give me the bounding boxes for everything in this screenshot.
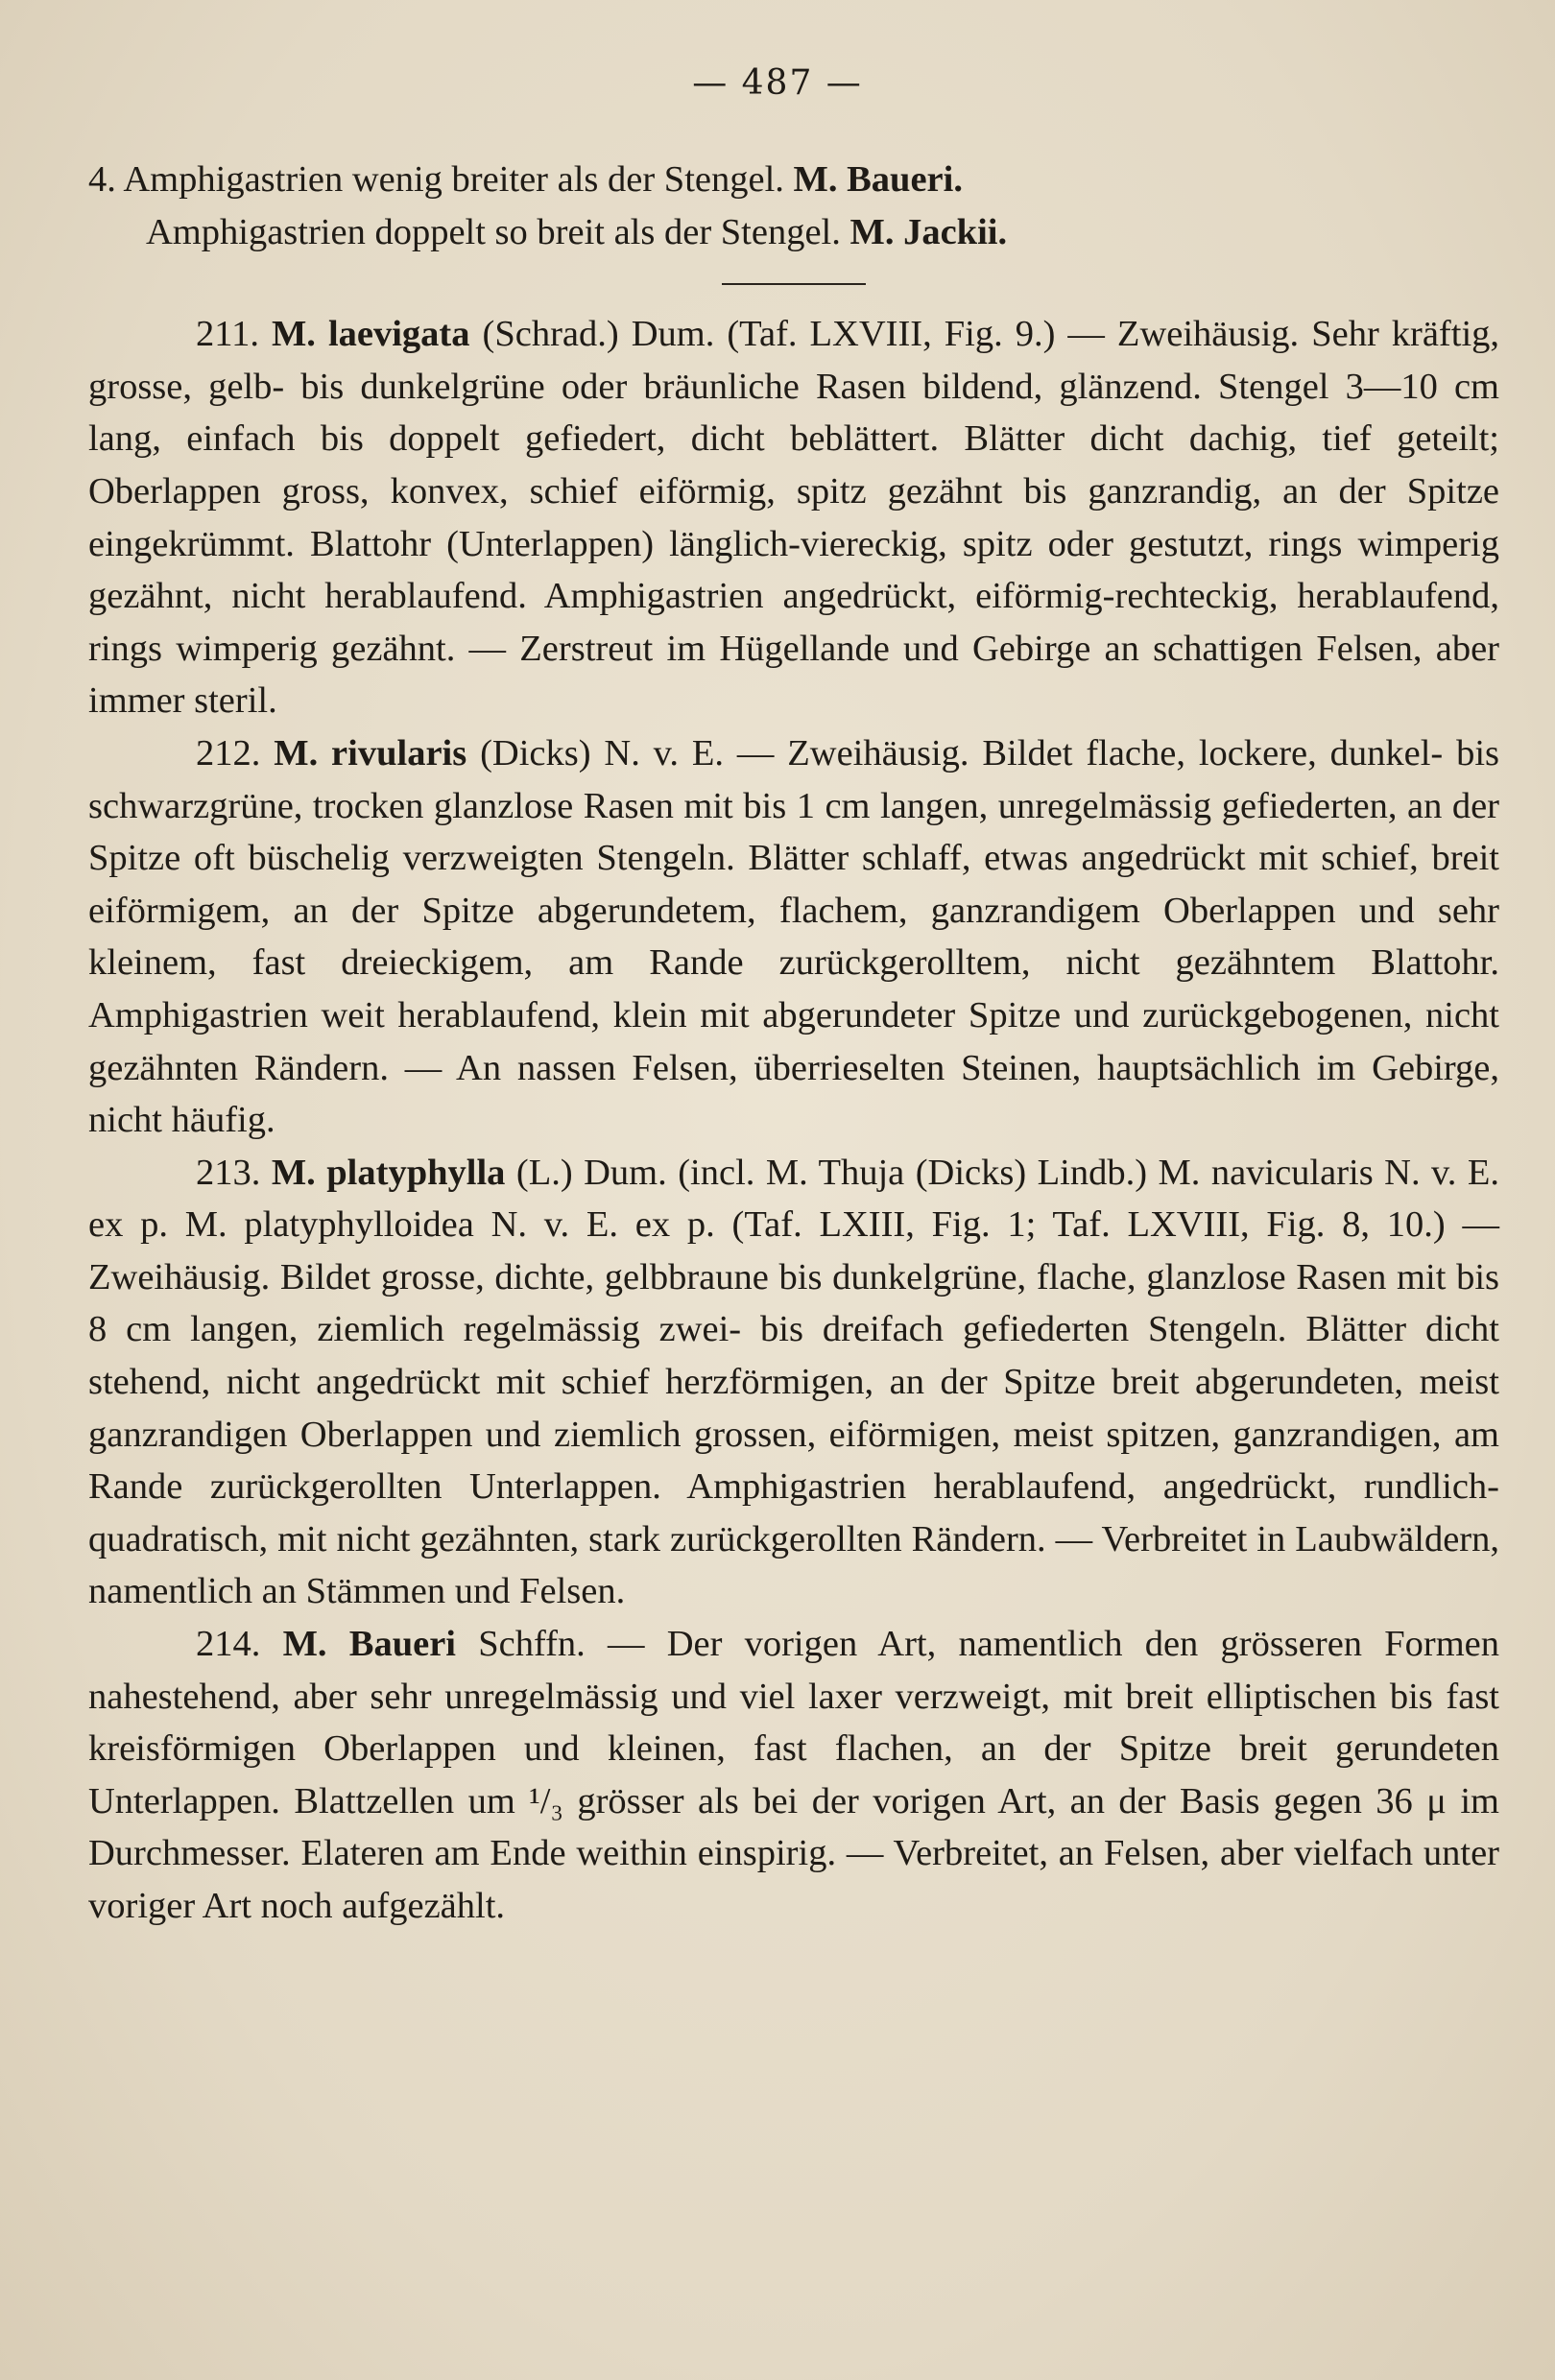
entry-description: (Dicks) N. v. E. — Zweihäusig. Bildet flache, lockere, dunkel- bis schwarzgrüne, trocken glanzlose Rasen mit bis 1 cm langen, unregelmässig gefiederten, an der Spitze oft büschelig verzweigten Stengeln. Blätter schlaff, etwas angedrückt mit schief, breit eiförmigem, an der Spitze abgerundetem, flachem, ganzrandigem Oberlappen und sehr kleinem, fast dreieckigem, am Rande zurückgerolltem, nicht gezähntem Blattohr. Amphigastrien weit herablaufend, klein mit abgerundeter Spitze und zurückgebogenen, nicht gezähnten Rändern. — An nassen Felsen, überrieselten Steinen, hauptsächlich im Gebirge, nicht häufig. [88, 732, 1499, 1141]
entry-214 [88, 1618, 1499, 1933]
key-line-1-species: M. Baueri. [793, 159, 963, 200]
entry-213 [88, 1147, 1499, 1618]
entry-description: (L.) Dum. (incl. M. Thuja (Dicks) Lindb.) M. navicularis N. v. E. ex p. M. platyphylloidea N. v. E. ex p. (Taf. LXIII, Fig. 1; Taf. LXVIII, Fig. 8, 10.) — Zweihäusig. Bildet grosse, dichte, gelbbraune bis dunkelgrüne, flache, glanzlose Rasen mit bis 8 cm langen, ziemlich regelmässig zwei- bis dreifach gefiederten Stengeln. Blätter dicht stehend, nicht angedrückt mit schief herzförmigen, an der Spitze breit abgerundeten, meist ganzrandigen Oberlappen und ziemlich grossen, eiförmigen, meist spitzen, ganzrandigen, am Rande zurückgerollten Unterlappen. Amphigastrien herablaufend, angedrückt, rundlich-quadratisch, mit nicht gezähnten, stark zurückgerollten Rändern. — Verbreitet in Laubwäldern, namentlich an Stämmen und Felsen. [88, 1152, 1500, 1612]
key-line-2 [88, 206, 1499, 259]
entry-number: 213. [196, 1152, 261, 1193]
species-name: M. platyphylla [271, 1152, 506, 1193]
species-name: M. Baueri [282, 1624, 456, 1665]
entry-number: 211. [196, 314, 259, 355]
key-line-1 [88, 154, 1499, 206]
entry-212 [88, 727, 1499, 1147]
text-body [88, 154, 1499, 1933]
entry-description: (Schrad.) Dum. (Taf. LXVIII, Fig. 9.) — Zweihäusig. Sehr kräftig, grosse, gelb- bis dunkelgrüne oder bräunliche Rasen bildend, glänzend. Stengel 3—10 cm lang, einfach bis doppelt gefiedert, dicht beblättert. Blätter dicht dachig, tief geteilt; Oberlappen gross, konvex, schief eiförmig, spitz gezähnt bis ganzrandig, an der Spitze eingekrümmt. Blattohr (Unterlappen) länglich-viereckig, spitz oder gestutzt, rings wimperig gezähnt, nicht herablaufend. Amphigastrien angedrückt, eiförmig-rechteckig, herablaufend, rings wimperig gezähnt. — Zerstreut im Hügellande und Gebirge an schattigen Felsen, aber immer steril. [88, 314, 1500, 722]
species-name: M. rivularis [274, 732, 467, 774]
entry-211 [88, 308, 1499, 727]
entry-description: Schffn. — Der vorigen Art, namentlich den grösseren Formen nahestehend, aber sehr unregelmässig und viel laxer verzweigt, mit breit elliptischen bis fast kreisförmigen Oberlappen und kleinen, fast flachen, an der Spitze breit gerundeten Unterlappen. Blattzellen um ¹/₃ grösser als bei der vorigen Art, an der Basis gegen 36 μ im Durchmesser. Elateren am Ende weithin einspirig. — Verbreitet, an Felsen, aber vielfach unter voriger Art noch aufgezählt. [88, 1624, 1500, 1926]
species-name: M. laevigata [271, 314, 470, 355]
key-line-2-text: Amphigastrien doppelt so breit als der Stengel. [146, 211, 841, 252]
key-line-2-species: M. Jackii. [849, 211, 1008, 252]
page-number: — 487 — [692, 63, 863, 103]
section-divider [722, 283, 866, 285]
entry-number: 214. [196, 1624, 261, 1665]
entry-number: 212. [196, 732, 261, 774]
key-line-1-text: 4. Amphigastrien wenig breiter als der Stengel. [88, 159, 784, 200]
